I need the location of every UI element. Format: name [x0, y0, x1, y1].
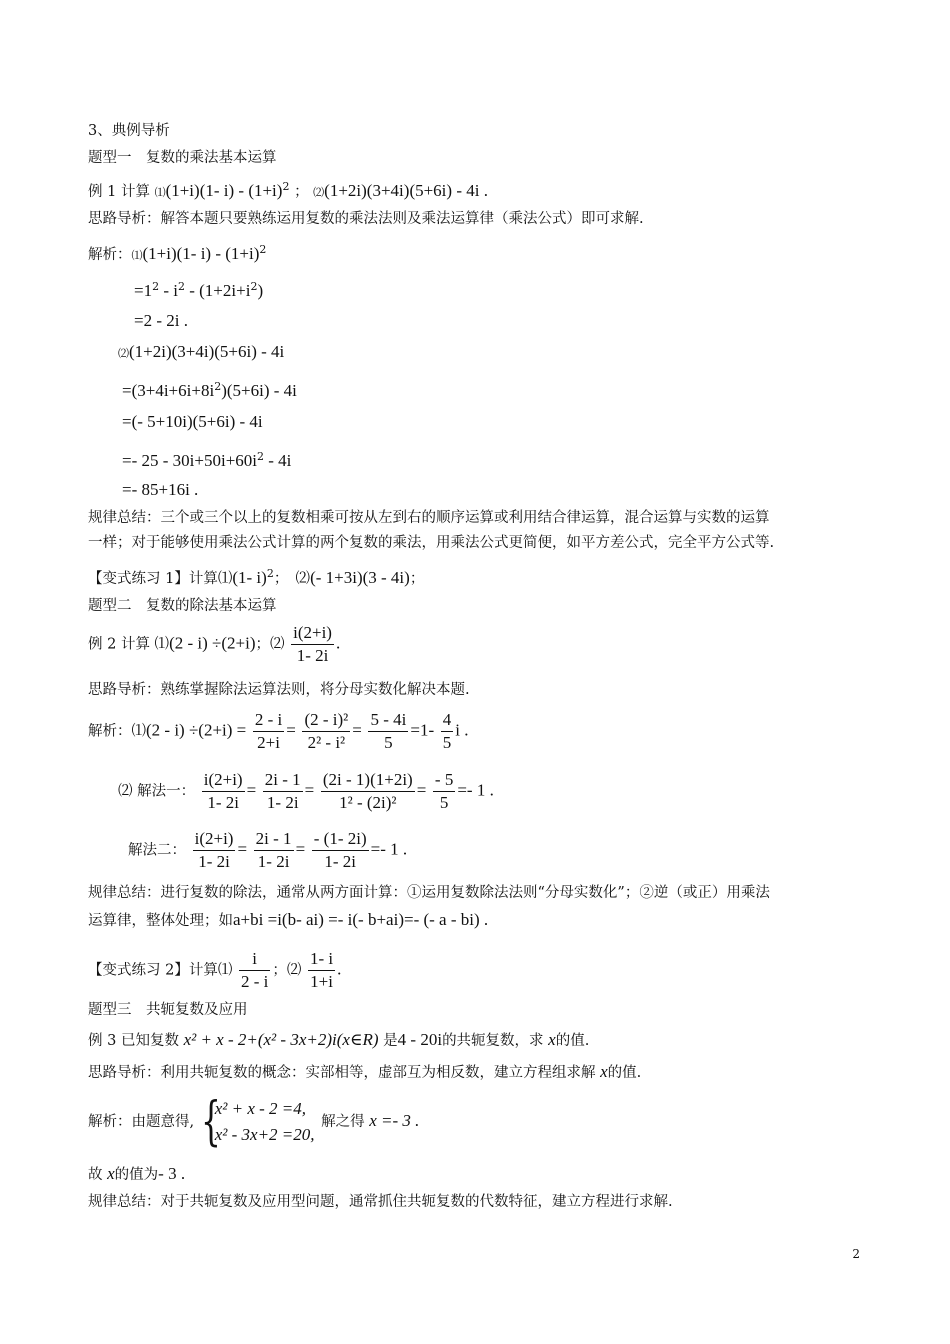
type1-heading: 题型一 复数的乘法基本运算 — [88, 150, 277, 166]
fraction: $\frac{i}{2 - i}$ — [240, 949, 269, 991]
example3: 例 3 已知复数 x² + x - 2+(x² - 3x+2)i(x∈R) 是4 - 20i的共轭复数，求 x的值. — [88, 1030, 590, 1049]
example1-solution-1-line1: 解析：⑴(1+i)(1- $i) - (1+i)^2$ — [88, 243, 267, 263]
brace-icon: { — [200, 1092, 221, 1152]
fraction: $\frac{2i - 1}{1- 2i}$ — [255, 829, 292, 871]
example2-solution-2-method2: 解法二： $\frac{i(2+i)}{1- 2i}$ = $\frac{2i - 1}{1- 2i}$ = $\frac{- (1- 2i)}{1- 2i}$ =- 1 . — [128, 829, 408, 871]
type1-summary-line2: 一样；对于能够使用乘法公式计算的两个复数的乘法，用乘法公式更简便，如平方差公式，完全平方公式等. — [88, 535, 775, 551]
example2-solution-1: 解析：⑴(2 - i) ÷(2+i) = $\frac{2 - i}{2+i}$ = $\frac{\text{(2 - i)²}}{\text{2² - i²}}$ = $\frac{5 - 4i}{5}$ =1- $\frac{4}{5}$ i . — [88, 710, 469, 752]
page-number: 2 — [852, 1247, 860, 1261]
example3-solution: 解析：由题意得, { x² + x - 2 =4, x² - 3x+2 =20, 解之得 x =- 3 . — [88, 1092, 420, 1152]
example1: 例 1 计算 ⑴(1+i)(1- $i) - (1+i)^2$ ； ⑵(1+2i)(3+4i)(5+6i) - 4i . — [88, 180, 488, 200]
type2-summary-line2: 运算律，整体处理；如a+bi =i(b- ai) =- i(- b+ai)=- (- a - bi) . — [88, 910, 489, 929]
example1-solution-2-line4: =- $25 - 30i+50i+60i^2 - 4i$ — [122, 450, 292, 470]
fraction: $\frac{- (1- 2i)}{1- 2i}$ — [313, 829, 367, 871]
fraction: $\frac{(2i - 1)(1+2i)}{\text{1² - (2i)²}}$ — [322, 770, 413, 812]
equation-system: { x² + x - 2 =4, x² - 3x+2 =20, — [200, 1092, 315, 1152]
fraction: $\frac{\text{(2 - i)²}}{\text{2² - i²}}$ — [304, 710, 349, 752]
example1-solution-2-line1: ⑵(1+2i)(3+4i)(5+6i) - 4i — [118, 342, 285, 361]
type3-heading: 题型三 共轭复数及应用 — [88, 1002, 248, 1018]
example2-solution-2-method1: ⑵ 解法一： $\frac{i(2+i)}{1- 2i}$ = $\frac{2i - 1}{1- 2i}$ = $\frac{(2i - 1)(1+2i)}{\text{1² - (2i)²}}$ = $\frac{- 5}{5}$ =- 1 . — [118, 770, 494, 812]
example1-solution-1-line2: $=1^2 - i^2 - (1+2i+i^2)$ — [134, 280, 264, 300]
example1-solution-2-line3: =(- 5+10i)(5+6i) - 4i — [122, 412, 263, 431]
type2-heading: 题型二 复数的除法基本运算 — [88, 598, 277, 614]
fraction: $\frac{2i - 1}{1- 2i}$ — [264, 770, 301, 812]
fraction: $\frac{- 5}{5}$ — [434, 770, 454, 812]
practice1: 【变式练习 1】计算⑴(1- i)$^2$； ⑵(- 1+3i)(3 - 4i)； — [88, 567, 425, 587]
fraction: $\frac{4}{5}$ — [442, 710, 452, 752]
practice2: 【变式练习 2】计算⑴ $\frac{i}{2 - i}$ ；⑵ $\frac{1- i}{1+i}$ . — [88, 949, 342, 991]
fraction: $\frac{1- i}{1+i}$ — [309, 949, 334, 991]
example1-solution-2-line2: $=(3+4i+6i+8i^2)(5+6i) - 4i$ — [122, 380, 297, 400]
type2-summary-line1: 规律总结：进行复数的除法，通常从两方面计算：①运用复数除法法则“分母实数化”；②逆（或正）用乘法 — [88, 885, 770, 901]
fraction: $\frac{i(2+i)}{1- 2i}$ — [293, 623, 332, 665]
fraction: $\frac{2 - i}{2+i}$ — [254, 710, 283, 752]
example3-thinking: 思路导析：利用共轭复数的概念：实部相等，虚部互为相反数，建立方程组求解 x的值. — [88, 1062, 642, 1081]
type3-summary: 规律总结：对于共轭复数及应用型问题，通常抓住共轭复数的代数特征，建立方程进行求解. — [88, 1194, 673, 1210]
example1-thinking: 思路导析：解答本题只要熟练运用复数的乘法法则及乘法运算律（乘法公式）即可求解. — [88, 211, 644, 227]
fraction: $\frac{5 - 4i}{5}$ — [370, 710, 407, 752]
example1-solution-1-line3: =2 - 2i . — [134, 311, 188, 330]
fraction: $\frac{i(2+i)}{1- 2i}$ — [194, 829, 234, 871]
section-title: 3、典例导析 — [88, 123, 170, 139]
fraction: $\frac{i(2+i)}{1- 2i}$ — [203, 770, 243, 812]
example2: 例 2 计算 ⑴(2 - i) ÷(2+i)；⑵ $\frac{i(2+i)}{1- 2i}$ . — [88, 623, 341, 665]
example2-thinking: 思路导析：熟练掌握除法运算法则，将分母实数化解决本题. — [88, 682, 470, 698]
example3-conclusion: 故 x的值为- 3 . — [88, 1164, 186, 1183]
type1-summary-line1: 规律总结：三个或三个以上的复数相乘可按从左到右的顺序运算或利用结合律运算，混合运算与实数的运算 — [88, 510, 770, 526]
example1-solution-2-line5: =- 85+16i . — [122, 480, 199, 499]
